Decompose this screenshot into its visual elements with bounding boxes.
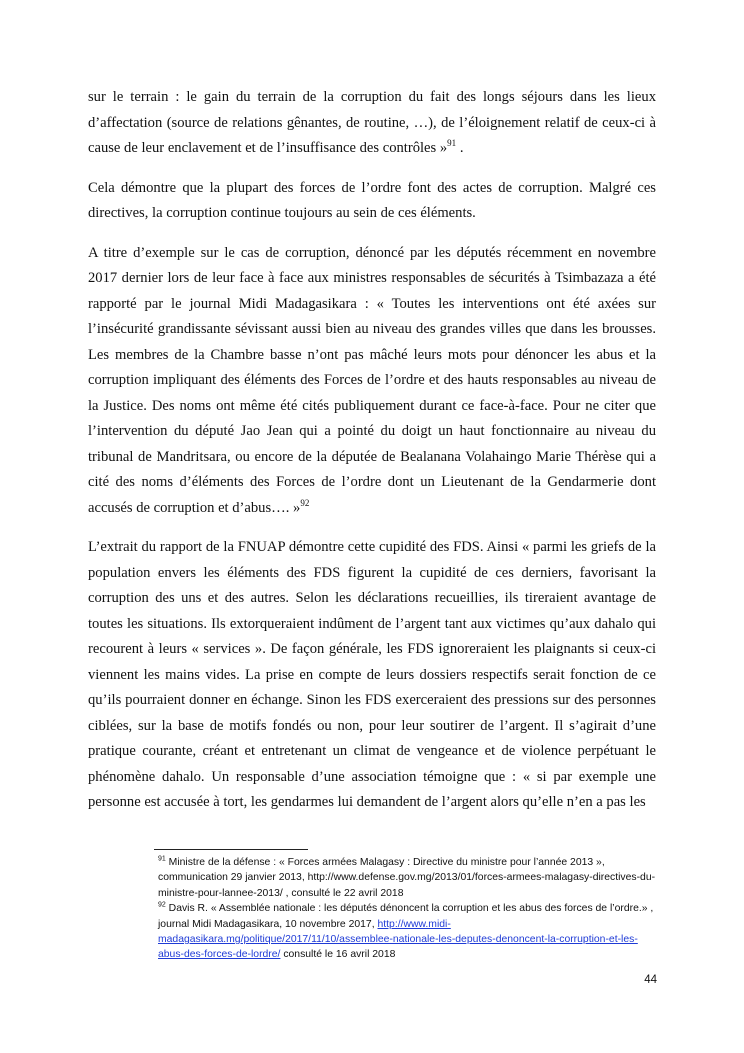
- paragraph-4: [88, 535, 656, 816]
- body-text: [88, 85, 656, 830]
- footnote-number: 92: [158, 901, 166, 909]
- footnote-ref-92[interactable]: 92: [300, 497, 310, 508]
- footnote-text: Davis R. « Assemblée nationale : les députés dénoncent la corruption et les abus des forces de l’ordre.» , journal Midi Madagasikara, 10 novembre 2017,: [158, 903, 654, 930]
- footnote-92: [158, 901, 658, 963]
- footnote-number: 91: [158, 855, 166, 863]
- paragraph-2: [88, 176, 656, 227]
- paragraph-text: Cela démontre que la plupart des forces de l’ordre font des actes de corruption. Malgré ces directives, la corruption continue toujours au sein de ces éléments.: [88, 179, 656, 221]
- paragraph-1: [88, 85, 656, 162]
- footnote-link[interactable]: http://www.midi-madagasikara.mg/politique/2017/11/10/assemblee-nationale-les-deputes-denoncent-la-corruption-et-les-abus-des-forces-de-lordre/: [158, 918, 638, 961]
- footnote-separator: [154, 849, 308, 850]
- paragraph-text: L’extrait du rapport de la FNUAP démontre cette cupidité des FDS. Ainsi « parmi les griefs de la population envers les éléments des FDS figurent la cupidité de ces derniers, favorisant la corruption des uns et des autres. Selon les déclarations recueillies, ils tireraient avantage de toutes les situations. Ils extorqueraient indûment de l’argent tant aux victimes qu’aux dahalo qui recourent à leurs « services ». De façon générale, les FDS ignoreraient les plaignants si ceux-ci viennent les mains vides. La prise en compte de leurs dossiers respectifs serait fonction de ce qu’ils pourraient donner en échange. Sinon les FDS exerceraient des pressions sur des personnes ciblées, sur la base de motifs fondés ou non, pour leur soutirer de l’argent. Il s’agirait d’une pratique courante, créant et entretenant un climat de vengeance et de violence perpétuant le phénomène dahalo. Un responsable d’une association témoigne que : « si par exemple une personne est accusée à tort, les gendarmes lui demandent de l’argent alors qu’elle n’en a pas les: [88, 539, 656, 810]
- page-number: 44: [644, 974, 657, 986]
- footnote-text: Ministre de la défense : « Forces armées Malagasy : Directive du ministre pour l’année 2013 », communication 29 janvier 2013, http://www.defense.gov.mg/2013/01/forces-armees-malagasy-directives-du-ministre-pour-lannee-2013/ , consulté le 22 avril 2018: [158, 857, 656, 899]
- paragraph-text: sur le terrain : le gain du terrain de la corruption du fait des longs séjours dans les lieux d’affectation (source de relations gênantes, de routine, …), de l’éloignement relatif de ceux-ci à cause de leur enclavement et de l’insuffisance des contrôles »: [88, 89, 656, 156]
- paragraph-3: [88, 241, 656, 522]
- footnotes: [158, 855, 658, 963]
- footnote-91: [158, 855, 658, 901]
- footnote-text-after: consulté le 16 avril 2018: [280, 949, 396, 961]
- footnote-ref-91[interactable]: 91: [447, 138, 457, 149]
- paragraph-text: A titre d’exemple sur le cas de corruption, dénoncé par les députés récemment en novembre 2017 dernier lors de leur face à face aux ministres responsables de sécurités à Tsimbazaza a été rapporté par le journal Midi Madagasikara : « Toutes les interventions ont été axées sur l’insécurité grandissante sévissant aussi bien au niveau des grandes villes que dans les brousses. Les membres de la Chambre basse n’ont pas mâché leurs mots pour dénoncer les abus et la corruption impliquant des éléments des Forces de l’ordre et des hauts responsables au niveau de la Justice. Des noms ont même été cités publiquement durant ce face-à-face. Pour ne citer que l’intervention du député Jao Jean qui a pointé du doigt un haut fonctionnaire au niveau du tribunal de Mandritsara, ou encore de la députée de Bealanana Volahaingo Marie Thérèse qui a cité des noms d’éléments des Forces de l’ordre dont un Lieutenant de la Gendarmerie dont accusés de corruption et d’abus…. »: [88, 244, 656, 516]
- paragraph-tail: .: [456, 140, 464, 156]
